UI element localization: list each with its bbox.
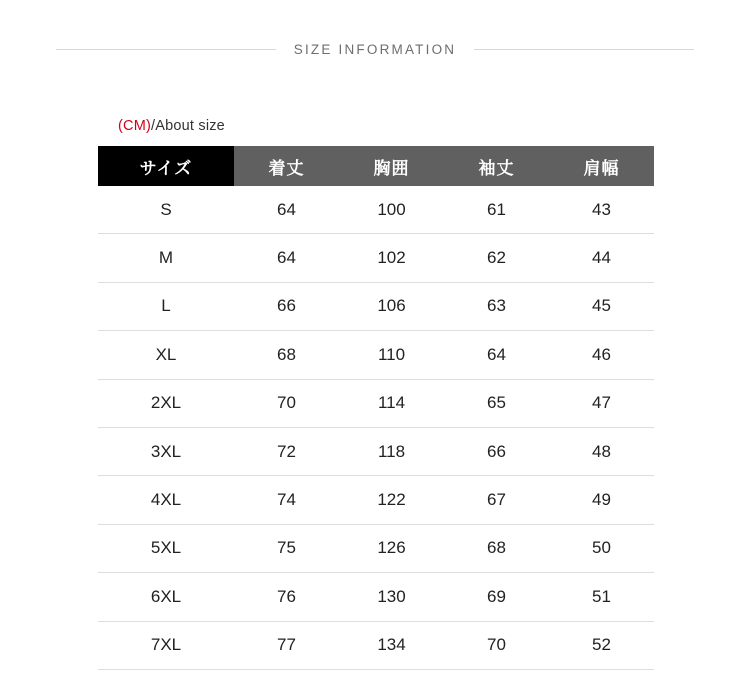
cell-bust: 134: [339, 621, 444, 669]
table-row: [98, 234, 654, 282]
cell-shoulder: 49: [549, 476, 654, 524]
column-header-size: サイズ: [98, 146, 234, 186]
cell-length: 74: [234, 476, 339, 524]
cell-sleeve: 61: [444, 186, 549, 234]
table-row: [98, 331, 654, 379]
cell-sleeve: 65: [444, 379, 549, 427]
cell-shoulder: 51: [549, 573, 654, 621]
size-table: [98, 146, 654, 670]
cell-bust: 100: [339, 186, 444, 234]
size-table-container: [98, 146, 654, 670]
cell-shoulder: 44: [549, 234, 654, 282]
cell-bust: 114: [339, 379, 444, 427]
cell-sleeve: 67: [444, 476, 549, 524]
header-rule-left: [56, 49, 276, 50]
cell-length: 66: [234, 282, 339, 330]
cell-shoulder: 52: [549, 621, 654, 669]
cell-length: 64: [234, 234, 339, 282]
cell-size: 7XL: [98, 621, 234, 669]
cell-size: S: [98, 186, 234, 234]
cell-length: 64: [234, 186, 339, 234]
cell-shoulder: 45: [549, 282, 654, 330]
cell-length: 68: [234, 331, 339, 379]
cell-length: 75: [234, 524, 339, 572]
section-header: [0, 42, 750, 57]
cell-sleeve: 68: [444, 524, 549, 572]
cell-shoulder: 48: [549, 427, 654, 475]
cell-bust: 118: [339, 427, 444, 475]
cell-shoulder: 43: [549, 186, 654, 234]
size-table-head: [98, 146, 654, 186]
unit-note: [118, 118, 225, 134]
cell-size: 4XL: [98, 476, 234, 524]
cell-size: 5XL: [98, 524, 234, 572]
unit-label: (CM): [118, 118, 152, 134]
cell-sleeve: 66: [444, 427, 549, 475]
cell-size: 3XL: [98, 427, 234, 475]
size-table-body: [98, 186, 654, 669]
cell-bust: 130: [339, 573, 444, 621]
cell-size: 6XL: [98, 573, 234, 621]
column-header-shoulder: 肩幅: [549, 146, 654, 186]
cell-bust: 110: [339, 331, 444, 379]
cell-sleeve: 62: [444, 234, 549, 282]
table-row: [98, 379, 654, 427]
cell-sleeve: 64: [444, 331, 549, 379]
cell-shoulder: 46: [549, 331, 654, 379]
column-header-bust: 胸囲: [339, 146, 444, 186]
cell-bust: 102: [339, 234, 444, 282]
about-size-label: /About size: [151, 118, 225, 134]
cell-sleeve: 70: [444, 621, 549, 669]
table-header-row: [98, 146, 654, 186]
cell-size: 2XL: [98, 379, 234, 427]
table-row: [98, 573, 654, 621]
table-row: [98, 524, 654, 572]
cell-sleeve: 69: [444, 573, 549, 621]
cell-length: 77: [234, 621, 339, 669]
table-row: [98, 476, 654, 524]
cell-length: 70: [234, 379, 339, 427]
table-row: [98, 621, 654, 669]
cell-bust: 106: [339, 282, 444, 330]
cell-shoulder: 47: [549, 379, 654, 427]
cell-shoulder: 50: [549, 524, 654, 572]
table-row: [98, 186, 654, 234]
cell-size: XL: [98, 331, 234, 379]
cell-bust: 126: [339, 524, 444, 572]
cell-length: 76: [234, 573, 339, 621]
column-header-length: 着丈: [234, 146, 339, 186]
cell-sleeve: 63: [444, 282, 549, 330]
header-rule-right: [474, 49, 694, 50]
column-header-sleeve: 袖丈: [444, 146, 549, 186]
cell-bust: 122: [339, 476, 444, 524]
cell-size: M: [98, 234, 234, 282]
table-row: [98, 282, 654, 330]
cell-size: L: [98, 282, 234, 330]
cell-length: 72: [234, 427, 339, 475]
page-title: SIZE INFORMATION: [293, 42, 457, 57]
table-row: [98, 427, 654, 475]
